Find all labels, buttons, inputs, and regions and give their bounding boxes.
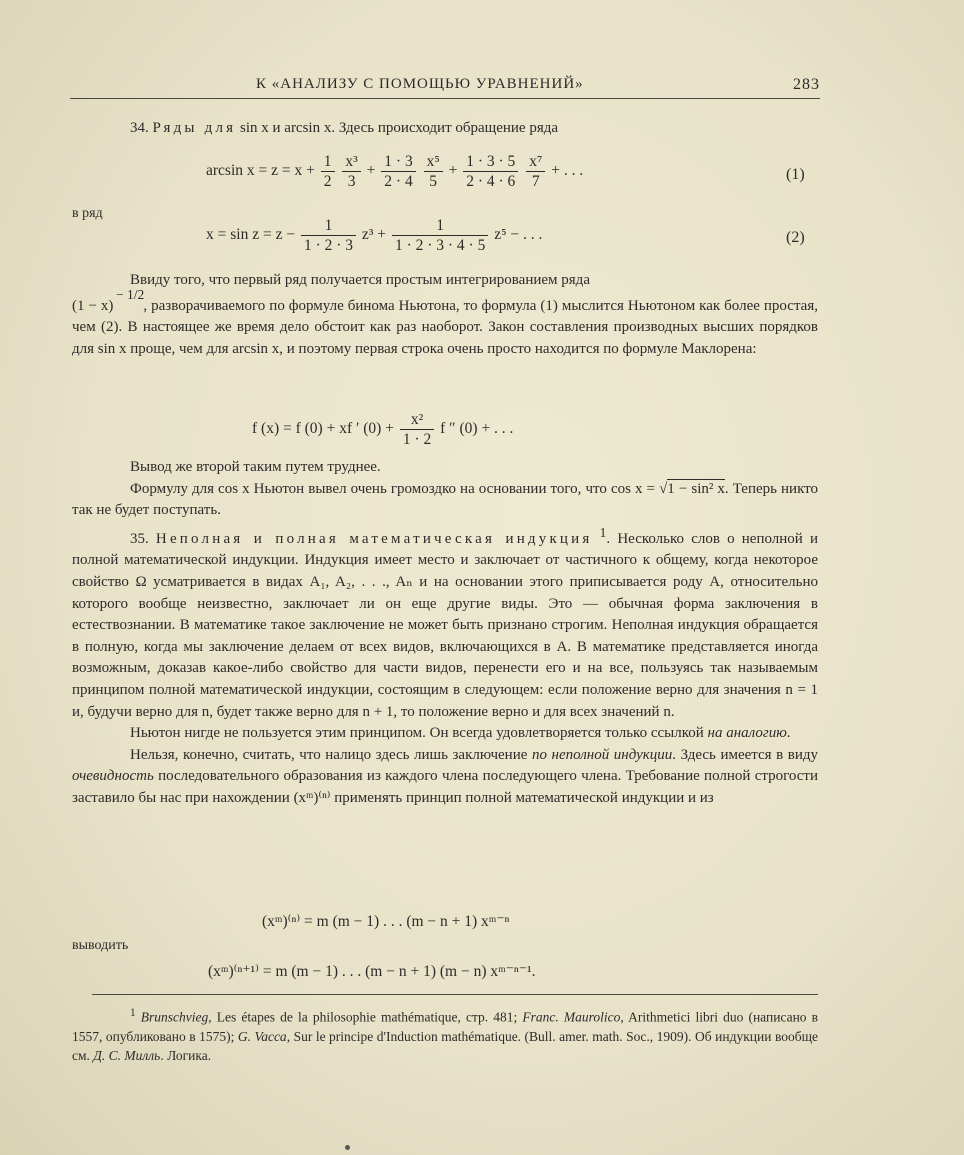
formula-2: x = sin z = z − $\frac{1}{1 \cdot 2 \cdot 3}$ z³ + $\frac{1}{1 \cdot 2 \cdot 3 \cdot 4 \cdot 5}$ z⁵ − . . . [206, 217, 543, 254]
equation-number-1: (1) [786, 166, 805, 183]
connector-word: в ряд [72, 206, 103, 221]
footnote-rule [92, 994, 818, 995]
formula-5: (xᵐ)⁽ⁿ⁺¹⁾ = m (m − 1) . . . (m − n + 1) (m − n) xᵐ⁻ⁿ⁻¹. [208, 963, 536, 980]
section-number: 35. [130, 530, 149, 547]
formula-1-lhs: arcsin x = z = x + [206, 162, 315, 180]
running-title: К «АНАЛИЗУ С ПОМОЩЬЮ УРАВНЕНИЙ» [256, 76, 584, 92]
formula-4: (xᵐ)⁽ⁿ⁾ = m (m − 1) . . . (m − n + 1) xᵐ⁻ⁿ [262, 913, 510, 930]
paragraph-34-intro [72, 118, 818, 140]
paragraph-35: 35. Неполная и полная математическая индукция $^1$. Несколько слов о неполной и полной математической индукции. Индукция имеет место и заключает от частичного к общему, когда некоторое свойство Ω усматривается в видах A₁, A₂, . . ., Aₙ и на основании этого приписывается роду A, относительно которого вообще неизвестно, заключает ли он еще другие виды. Это — обычная форма заключения в естествознании. В математике такое заключение не может быть признано строгим. Неполная индукция обращается в полную, когда мы заключение делаем от всех видов, включающихся в A. В математике представляется иногда возможным, доказав какое-либо свойство для части видов, перенести его и на все, пользуясь так называемым принципом полной математической индукции, состоящим в следующем: если положение верно для значения n = 1 и, будучи верно для n, будет также верно для n + 1, то положение верно и для всех значений n. [72, 524, 819, 720]
fraction: $\frac{1}{2}$ [321, 152, 335, 191]
paragraph-nelzya: Нельзя, конечно, считать, что налицо здесь лишь заключение по неполной индукции. Здесь имеется в виду очевидность последовательного образования из каждого члена последующего члена. Требование полной строгости заставило бы нас при нахождении (xᵐ)⁽ⁿ⁾ применять принцип полной математической индукции и из [72, 746, 819, 806]
fraction: $\frac{1}{1 \cdot 2 \cdot 3}$ [301, 216, 356, 255]
radical-body: 1 − sin² x [667, 480, 725, 497]
page-number: 283 [793, 76, 820, 93]
formula-1: arcsin x = z = x + $\frac{1}{2}$ $\frac{\text{x³}}{3}$ + $\frac{1 \cdot 3}{2 \cdot 4}$ $\frac{\text{x⁵}}{5}$ + $\frac{1 \cdot 3 \cdot 5}{2 \cdot 4 \cdot 6}$ $\frac{\text{x⁷}}{7}$ + . . . [206, 153, 584, 190]
paragraph-vvidu: Ввиду того, что первый ряд получается простым интегрированием ряда (1 − x) − 1/2 , разворачиваемого по формуле бинома Ньютона, то формула (1) мыслится Ньютоном как более простая, чем (2). В настоящее же время дело обстоит как раз наоборот. Закон составления производных высших порядков для sin x проще, чем для arcsin x, и поэтому первая строка очень просто находится по формуле Маклорена: [72, 272, 818, 357]
section-intro-text: sin x и arcsin x. Здесь происходит обращение ряда [240, 120, 559, 136]
paragraph-block-main [72, 457, 818, 810]
paragraph-cos: Формулу для cos x Ньютон вывел очень громоздко на основании того, что cos x = √1 − sin² x. Теперь никто так не будет поступать. [72, 480, 819, 519]
footnote-mark: 1 [130, 1007, 136, 1019]
fraction: $\frac{1 \cdot 3}{2 \cdot 4}$ [381, 152, 415, 191]
paragraph-newton: Ньютон нигде не пользуется этим принципом. Он всегда удовлетворяется только ссылкой на аналогию. [130, 725, 791, 742]
fraction: $\frac{\text{x⁷}}{7}$ [526, 152, 545, 191]
fraction: $\frac{1 \cdot 3 \cdot 5}{2 \cdot 4 \cdot 6}$ [463, 152, 518, 191]
fraction: $\frac{1}{1 \cdot 2 \cdot 3 \cdot 4 \cdot 5}$ [392, 216, 488, 255]
section-number: 34. [130, 120, 149, 136]
fraction: $\frac{\text{x⁵}}{5}$ [424, 152, 443, 191]
binomial-exponent: − 1/2 [116, 286, 145, 302]
footnote: $^1$ Brunschvieg, Les étapes de la philosophie mathématique, стр. 481; Franc. Maurolico, Arithmetici libri duo (написано в 1557, опубликовано в 1575); G. Vacca, Sur le principe d'Induction mathématique. (Bull. amer. math. Soc., 1909). Об индукции вообще см. Д. С. Милль. Логика. [72, 1007, 819, 1063]
section-heading: Неполная и полная математическая индукция [155, 530, 593, 547]
footnote-reference: 1 [599, 524, 607, 540]
header-rule [70, 98, 820, 99]
formula-maclaurin: f (x) = f (0) + xf ′ (0) + $\frac{\text{x²}}{1 \cdot 2}$ f ″ (0) + . . . [252, 411, 514, 448]
paragraph-vyvod: Вывод же второй таким путем труднее. [130, 459, 381, 475]
section-heading: Ряды для [152, 120, 237, 136]
binomial-base: (1 − x) − 1/2 [72, 298, 117, 314]
radical-sign: √ [659, 480, 668, 497]
equation-number-2: (2) [786, 229, 805, 246]
fraction: $\frac{\text{x³}}{3}$ [342, 152, 360, 191]
fraction: $\frac{\text{x²}}{1 \cdot 2}$ [400, 410, 434, 449]
ink-speck [345, 1145, 350, 1150]
connector-word: выводить [72, 938, 129, 953]
